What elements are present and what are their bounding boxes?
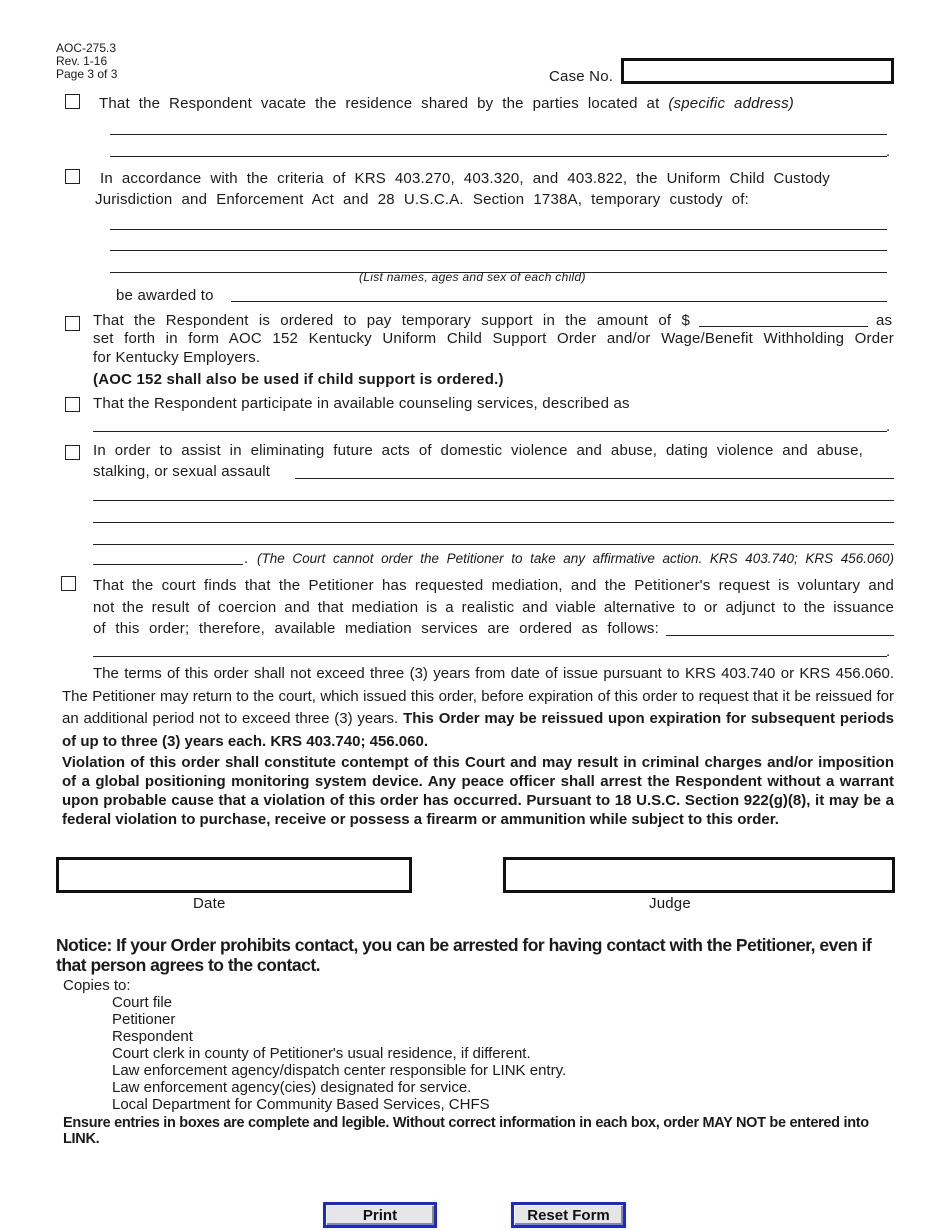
period: .	[886, 643, 891, 660]
vacate-text: That the Respondent vacate the residence shared by the parties located at (specific address)	[99, 95, 795, 112]
violation-warning: Violation of this order shall constitute contempt of this Court and may result in criminal charges and/or imposition of a global positioning monitoring system device. Any peace officer shall arrest the Respondent without a warrant upon probable cause that a violation of this order has occurred. Pursuant to 18 U.S.C. Section 922(g)(8), it may be a federal violation to purchase, receive or possess a firearm or ammunition while subject to this order.	[62, 754, 894, 828]
copies-item: Petitioner	[112, 1011, 176, 1028]
children-line-1[interactable]	[110, 229, 887, 230]
date-field[interactable]	[56, 857, 412, 893]
vacate-checkbox[interactable]	[65, 94, 80, 109]
copies-item: Court file	[112, 994, 173, 1011]
assist-line-c[interactable]	[93, 522, 894, 523]
support-line-2: set forth in form AOC 152 Kentucky Uniform Child Support Order and/or Wage/Benefit Withholding Order	[93, 330, 894, 347]
mediation-checkbox[interactable]	[61, 576, 76, 591]
children-line-2[interactable]	[110, 250, 887, 251]
children-list-caption: (List names, ages and sex of each child)	[359, 270, 586, 284]
assist-line-b[interactable]	[93, 500, 894, 501]
mediation-line-a[interactable]	[666, 635, 894, 636]
judge-label: Judge	[649, 895, 691, 912]
awarded-to-line[interactable]	[231, 301, 887, 302]
assist-checkbox[interactable]	[65, 445, 80, 460]
copies-section	[63, 977, 566, 1113]
support-checkbox[interactable]	[65, 316, 80, 331]
support-line-1: That the Respondent is ordered to pay temporary support in the amount of $	[93, 312, 690, 329]
case-no-label: Case No.	[549, 68, 614, 85]
form-id: AOC-275.3	[56, 41, 117, 55]
counseling-checkbox[interactable]	[65, 397, 80, 412]
copies-item: Local Department for Community Based Services, CHFS	[112, 1096, 490, 1113]
affirmative-action-note: (The Court cannot order the Petitioner to take any affirmative action. KRS 403.740; KRS 456.060)	[257, 551, 894, 566]
support-as: as	[876, 312, 893, 329]
terms-normal: The terms of this order shall not exceed three (3) years from date of issue pursuant to KRS 403.740 or KRS 456.060. The Petitioner may return to the court, which issued this order, before expiration of this order to request that it be reissued for an additional period not to exceed three (3) years.	[62, 665, 894, 727]
support-amount-line[interactable]	[699, 326, 868, 327]
page-number: Page 3 of 3	[56, 67, 118, 81]
support-line-3: for Kentucky Employers.	[93, 349, 261, 366]
assist-line-a[interactable]	[295, 478, 894, 479]
custody-line-2: Jurisdiction and Enforcement Act and 28 U.S.C.A. Section 1738A, temporary custody of:	[95, 191, 749, 208]
copies-item: Law enforcement agency(cies) designated for service.	[112, 1079, 472, 1096]
period: .	[886, 418, 891, 435]
copies-item: Court clerk in county of Petitioner's usual residence, if different.	[112, 1045, 531, 1062]
mediation-line-1: That the court finds that the Petitioner has requested mediation, and the Petitioner's request is voluntary and	[93, 577, 894, 594]
vacate-address-hint: (specific address)	[668, 95, 795, 112]
vacate-address-line-2[interactable]	[110, 156, 887, 157]
counseling-text: That the Respondent participate in available counseling services, described as	[93, 395, 630, 412]
assist-line-e[interactable]	[93, 564, 243, 565]
copies-item: Law enforcement agency/dispatch center responsible for LINK entry.	[112, 1062, 567, 1079]
mediation-line-2: not the result of coercion and that mediation is a realistic and viable alternative to or adjunct to the issuance	[93, 599, 894, 616]
contact-notice: Notice: If your Order prohibits contact, you can be arrested for having contact with the Petitioner, even if that person agrees to the contact.	[56, 935, 872, 975]
assist-line-2: stalking, or sexual assault	[93, 463, 271, 480]
form-revision: Rev. 1-16	[56, 54, 108, 68]
judge-field[interactable]	[503, 857, 895, 893]
custody-line-1: In accordance with the criteria of KRS 403.270, 403.320, and 403.822, the Uniform Child Custody	[100, 170, 830, 187]
copies-item: Respondent	[112, 1028, 193, 1045]
copies-label: Copies to:	[63, 977, 131, 994]
print-button[interactable]: Print	[323, 1202, 437, 1228]
mediation-line-b[interactable]	[93, 656, 887, 657]
terms-bold-reissue: This Order may be reissued upon expiration for subsequent periods of up to three (3) years each. KRS 403.740; 456.060.	[62, 710, 894, 750]
ensure-entries-note: Ensure entries in boxes are complete and legible. Without correct information in each box, order MAY NOT be entered into LINK.	[63, 1115, 869, 1147]
assist-line-1: In order to assist in eliminating future acts of domestic violence and abuse, dating violence and abuse,	[93, 442, 863, 459]
aoc152-note: (AOC 152 shall also be used if child support is ordered.)	[93, 371, 504, 388]
custody-checkbox[interactable]	[65, 169, 80, 184]
mediation-line-3: of this order; therefore, available mediation services are ordered as follows:	[93, 620, 659, 637]
counseling-line[interactable]	[93, 431, 887, 432]
awarded-to-label: be awarded to	[116, 287, 214, 304]
date-label: Date	[193, 895, 226, 912]
assist-line-d[interactable]	[93, 544, 894, 545]
vacate-address-line-1[interactable]	[110, 134, 887, 135]
form-header	[56, 42, 117, 81]
reset-form-button[interactable]: Reset Form	[511, 1202, 626, 1228]
terms-paragraph	[62, 663, 894, 753]
case-no-field[interactable]	[621, 58, 894, 84]
period: .	[886, 143, 891, 160]
period: .	[244, 550, 249, 567]
